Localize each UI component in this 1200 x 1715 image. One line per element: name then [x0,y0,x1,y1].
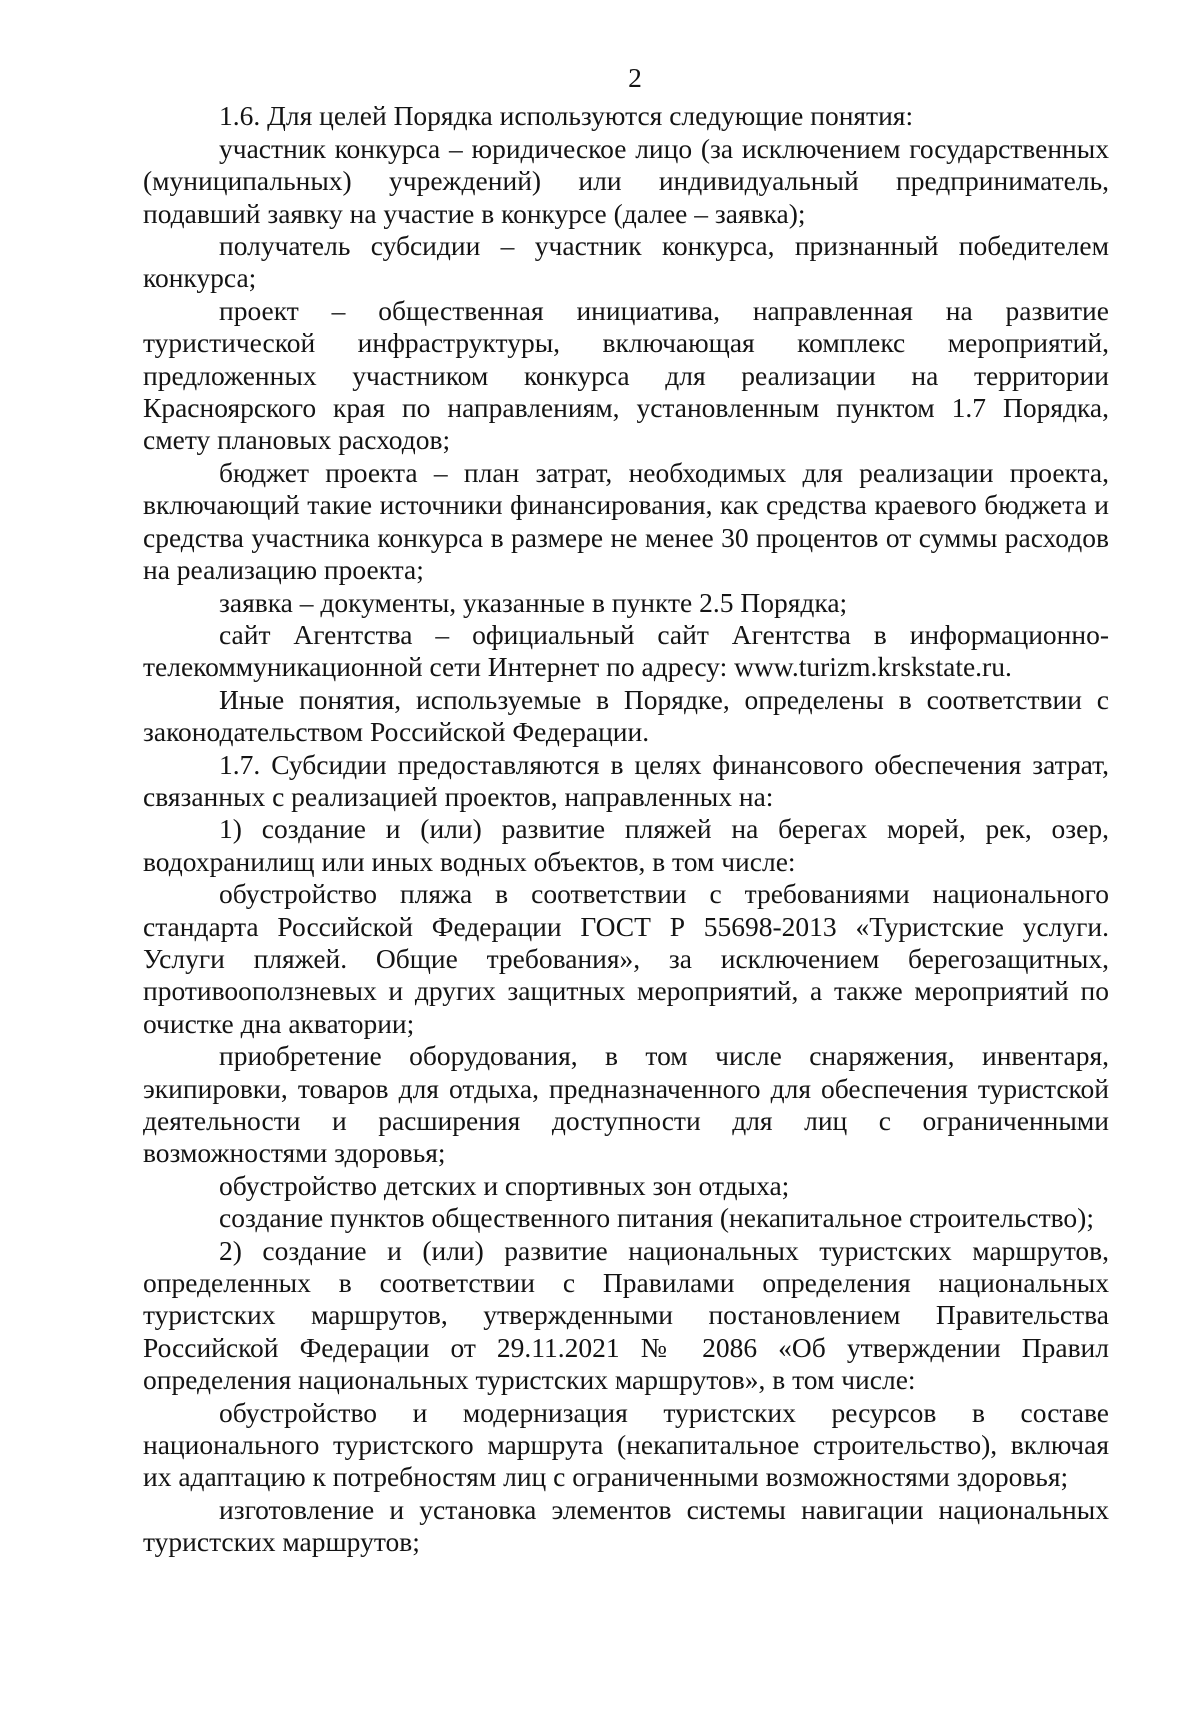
paragraph-recreation-zones: обустройство детских и спортивных зон отдыха; [219,1169,790,1201]
paragraph-item-2-routes: 2) создание и (или) развитие национальных туристских маршрутов, определенных в соответствии с Правилами определения национальных туристских маршрутов, утвержденными постановлением Правительства Российской Федерации от 29.11.2021 № 2086 «Об утверждении Правил определения национальных туристских маршрутов», в том числе: [143,1234,1109,1396]
paragraph-definition-application: заявка – документы, указанные в пункте 2.5 Порядка; [219,586,848,618]
paragraph-catering-points: создание пунктов общественного питания (некапитальное строительство); [219,1202,1094,1234]
paragraph-resource-modernization: обустройство и модернизация туристских ресурсов в составе национального туристского маршрута (некапитальное строительство), включая их адаптацию к потребностям лиц с ограниченными возможностями здоровья; [143,1396,1109,1493]
paragraph-definition-participant: участник конкурса – юридическое лицо (за исключением государственных (муниципальных) учреждений) или индивидуальный предприниматель, подавший заявку на участие в конкурсе (далее – заявка); [143,132,1109,229]
paragraph-definition-budget: бюджет проекта – план затрат, необходимых для реализации проекта, включающий такие источники финансирования, как средства краевого бюджета и средства участника конкурса в размере не менее 30 процентов от суммы расходов на реализацию проекта; [143,456,1109,586]
page-number: 2 [628,62,642,93]
paragraph-definition-website: сайт Агентства – официальный сайт Агентства в информационно-телекоммуникационной сети Интернет по адресу: www.turizm.krskstate.ru. [143,618,1109,683]
paragraph-definition-project: проект – общественная инициатива, направленная на развитие туристической инфраструктуры, включающая комплекс мероприятий, предложенных участником конкурса для реализации на территории Красноярского края по направлениям, установленным пунктом 1.7 Порядка, смету плановых расходов; [143,294,1109,456]
paragraph-item-1-beaches: 1) создание и (или) развитие пляжей на берегах морей, рек, озер, водохранилищ или иных водных объектов, в том числе: [143,813,1109,877]
paragraph-beach-arrangement: обустройство пляжа в соответствии с требованиями национального стандарта Российской Федерации ГОСТ Р 55698-2013 «Туристские услуги. Услуги пляжей. Общие требования», за исключением берегозащитных, противооползневых и других защитных мероприятий, а также мероприятий по очистке дна акватории; [143,878,1109,1039]
paragraph-navigation-elements: изготовление и установка элементов системы навигации национальных туристских маршрутов; [143,1493,1109,1558]
paragraph-1-7-intro: 1.7. Субсидии предоставляются в целях финансового обеспечения затрат, связанных с реализацией проектов, направленных на: [143,748,1109,812]
paragraph-other-terms: Иные понятия, используемые в Порядке, определены в соответствии с законодательством Российской Федерации. [143,683,1109,748]
paragraph-equipment-purchase: приобретение оборудования, в том числе снаряжения, инвентаря, экипировки, товаров для отдыха, предназначенного для обеспечения туристской деятельности и расширения доступности для лиц с ограниченными возможностями здоровья; [143,1040,1109,1169]
document-page [143,62,1109,1559]
paragraph-1-6-intro: 1.6. Для целей Порядка используются следующие понятия: [219,100,914,132]
paragraph-definition-recipient: получатель субсидии – участник конкурса, признанный победителем конкурса; [143,230,1109,294]
